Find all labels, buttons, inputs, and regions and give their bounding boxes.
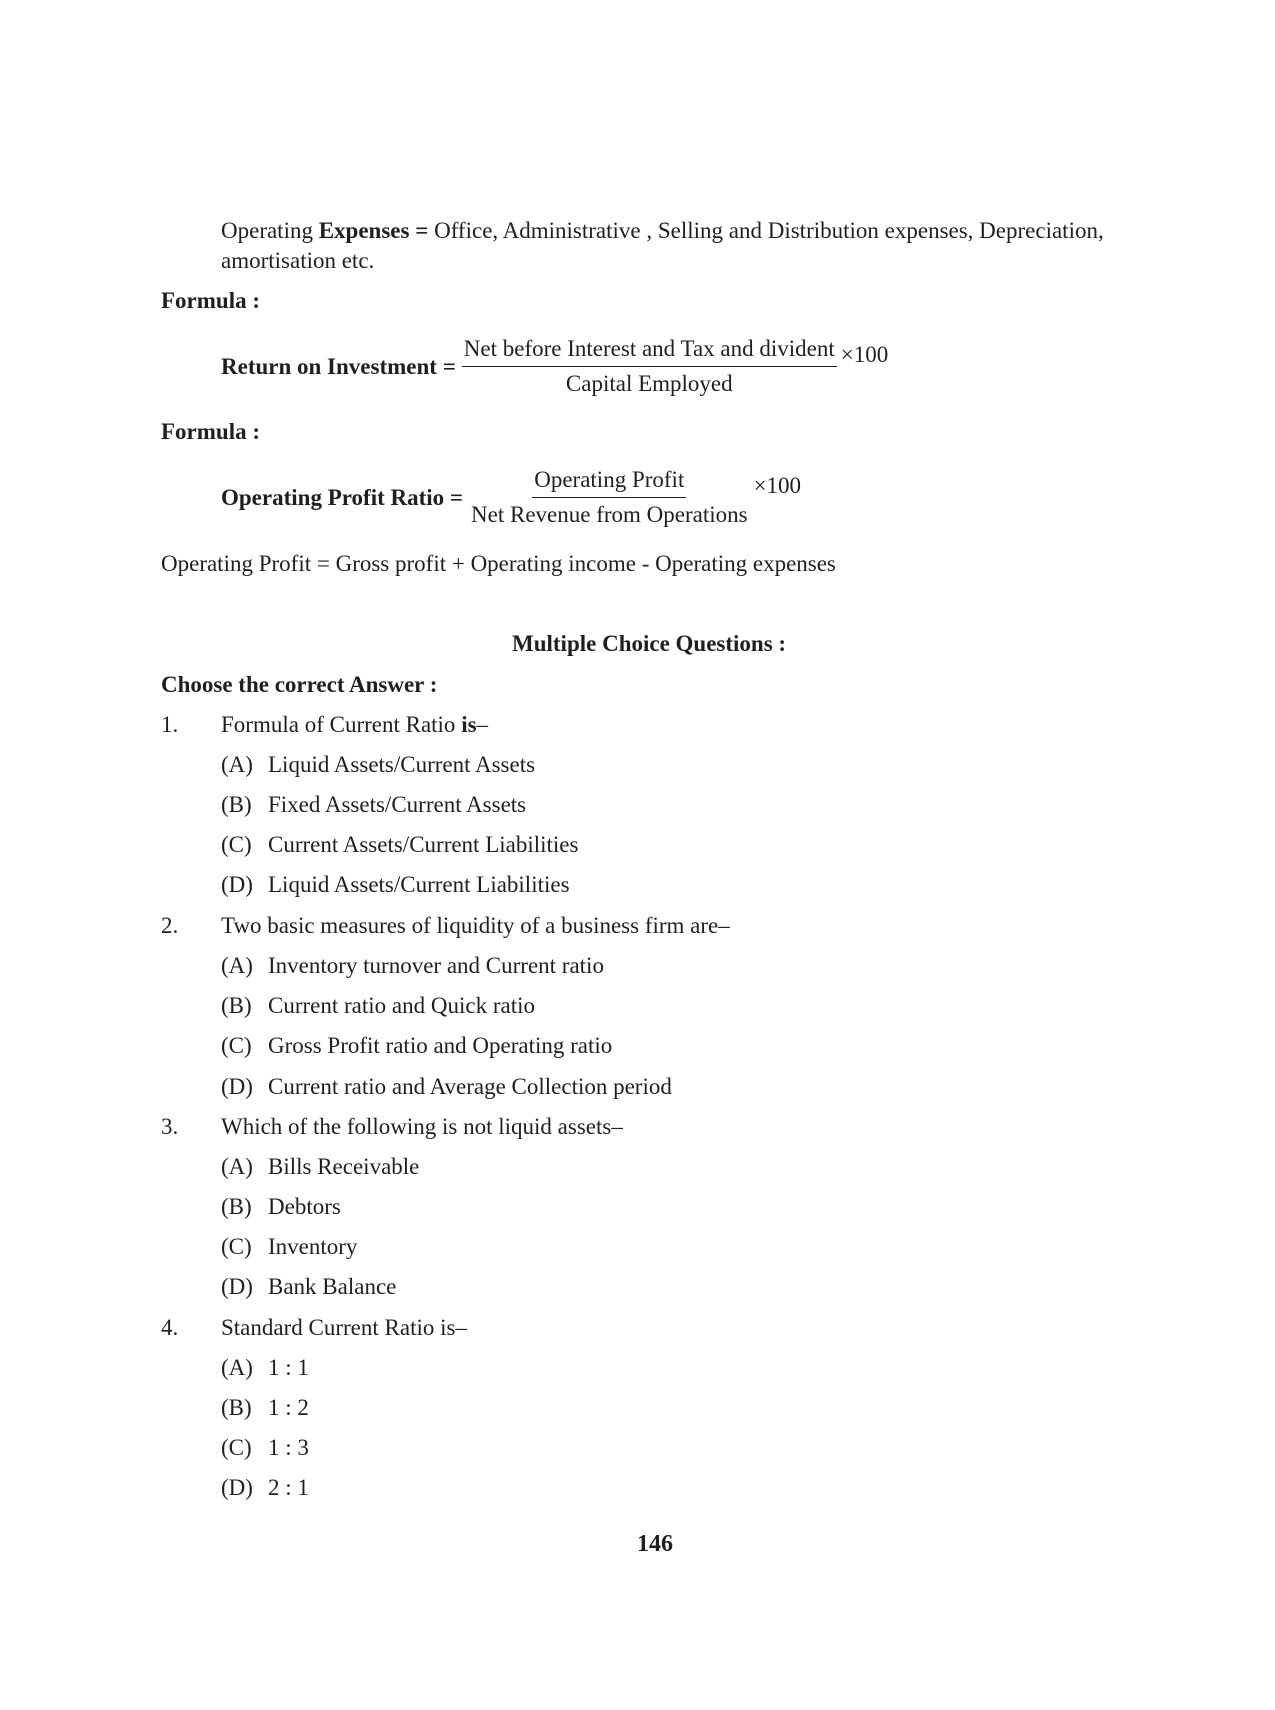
question-text-bold: is: [461, 712, 477, 737]
option-letter: (D): [221, 1475, 253, 1500]
roi-denominator: Capital Employed: [565, 371, 733, 396]
option-letter: (D): [221, 1074, 253, 1099]
question-number: 1.: [161, 712, 179, 737]
question-number: 2.: [161, 913, 179, 938]
question-text: [221, 712, 488, 738]
option-letter: (C): [221, 1033, 252, 1058]
roi-label: Return on Investment =: [221, 353, 456, 379]
opr-fraction: [469, 467, 750, 528]
question-text: Which of the following is not liquid assets–: [221, 1114, 623, 1139]
operating-profit-definition: Operating Profit = Gross profit + Operating income - Operating expenses: [161, 551, 836, 576]
option-text: Bills Receivable: [268, 1154, 420, 1179]
roi-fraction: [462, 336, 837, 397]
option-letter: (C): [221, 1234, 252, 1259]
option-letter: (A): [221, 1355, 253, 1380]
opex-bold-term: Expenses =: [318, 218, 429, 243]
mcq-instruction: Choose the correct Answer :: [161, 672, 438, 697]
option-letter: (B): [221, 792, 252, 817]
opr-label: Operating Profit Ratio =: [221, 484, 464, 510]
option-text: Current ratio and Quick ratio: [268, 993, 535, 1018]
option-letter: (A): [221, 1154, 253, 1179]
formula-heading-1: Formula :: [161, 288, 261, 313]
question-text: Two basic measures of liquidity of a business firm are–: [221, 913, 730, 938]
opr-denominator: Net Revenue from Operations: [471, 502, 748, 527]
option-text: Debtors: [268, 1194, 341, 1219]
opex-prefix: Operating: [221, 218, 319, 243]
mcq-title: Multiple Choice Questions :: [512, 631, 787, 656]
roi-multiplier: ×100: [840, 341, 889, 367]
option-letter: (C): [221, 1435, 252, 1460]
page-number: 146: [637, 1531, 673, 1557]
return-on-investment-formula: [221, 336, 888, 397]
option-text: 2 : 1: [268, 1475, 309, 1500]
option-text: Current Assets/Current Liabilities: [268, 832, 579, 857]
formula-heading-2: Formula :: [161, 419, 261, 444]
option-text: Liquid Assets/Current Liabilities: [268, 872, 570, 897]
option-text: Inventory: [268, 1234, 358, 1259]
option-letter: (D): [221, 1274, 253, 1299]
question-number: 3.: [161, 1114, 179, 1139]
option-letter: (B): [221, 1194, 252, 1219]
question-text: Standard Current Ratio is–: [221, 1315, 467, 1340]
option-text: 1 : 2: [268, 1395, 309, 1420]
option-letter: (D): [221, 872, 253, 897]
option-text: Current ratio and Average Collection period: [268, 1074, 672, 1099]
option-text: Gross Profit ratio and Operating ratio: [268, 1033, 613, 1058]
option-letter: (A): [221, 953, 253, 978]
option-text: 1 : 3: [268, 1435, 309, 1460]
operating-profit-ratio-formula: [221, 467, 801, 528]
opex-rest: Office, Administrative , Selling and Distribution expenses, Depreciation,: [428, 218, 1104, 243]
operating-expenses-continuation: amortisation etc.: [221, 248, 375, 273]
question-number: 4.: [161, 1315, 179, 1340]
option-text: Inventory turnover and Current ratio: [268, 953, 604, 978]
option-text: 1 : 1: [268, 1355, 309, 1380]
option-letter: (B): [221, 1395, 252, 1420]
option-letter: (C): [221, 832, 252, 857]
roi-numerator: Net before Interest and Tax and divident: [462, 336, 837, 367]
opr-multiplier: ×100: [753, 472, 802, 498]
question-text-dash: –: [476, 712, 489, 737]
operating-expenses-definition: [221, 218, 1104, 244]
option-text: Liquid Assets/Current Assets: [268, 752, 536, 777]
option-letter: (A): [221, 752, 253, 777]
option-text: Fixed Assets/Current Assets: [268, 792, 527, 817]
question-text-part: Formula of Current Ratio: [221, 712, 462, 737]
option-text: Bank Balance: [268, 1274, 397, 1299]
option-letter: (B): [221, 993, 252, 1018]
opr-numerator: Operating Profit: [532, 467, 686, 498]
